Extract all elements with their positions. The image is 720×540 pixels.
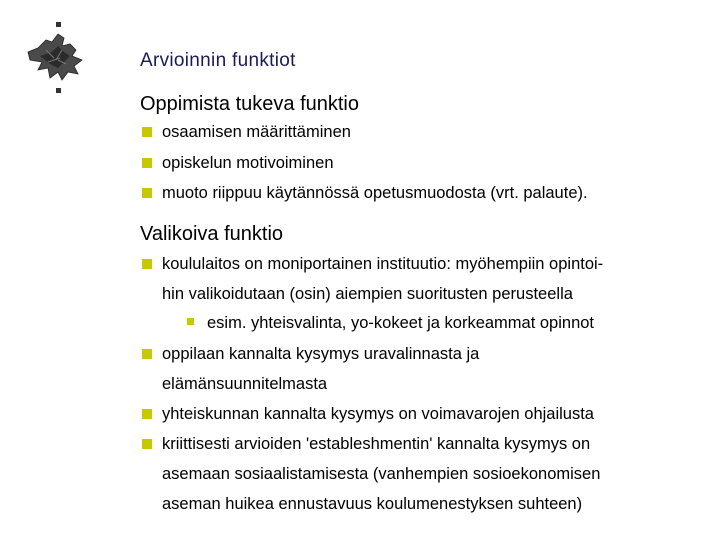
list-item-line: aseman huikea ennustavuus koulumenestyksen suhteen) (162, 495, 583, 513)
list-item: osaamisen määrittäminen (162, 123, 351, 141)
bullet-marker (142, 349, 152, 359)
list-item: muoto riippuu käytännössä opetusmuodosta (vrt. palaute). (162, 184, 588, 202)
slide-title: Arvioinnin funktiot (140, 50, 296, 71)
list-item-line: asemaan sosiaalistamisesta (vanhempien sosioekonomisen (162, 465, 601, 483)
list-item-line: kriittisesti arvioiden 'estableshmentin' kannalta kysymys on (162, 435, 591, 453)
sub-list-item: esim. yhteisvalinta, yo-kokeet ja korkeammat opinnot (207, 314, 595, 332)
list-item-line: koululaitos on moniportainen instituutio: myöhempiin opintoi- (162, 255, 604, 273)
bullet-marker (142, 409, 152, 419)
list-item: opiskelun motivoiminen (162, 154, 334, 172)
sub-bullet-marker (187, 318, 194, 325)
list-item-line: oppilaan kannalta kysymys uravalinnasta ja (162, 345, 480, 363)
bullet-marker (142, 127, 152, 137)
bullet-marker (142, 439, 152, 449)
list-item-line: yhteiskunnan kannalta kysymys on voimavarojen ohjailusta (162, 405, 594, 423)
bullet-marker (142, 259, 152, 269)
list-item-line: hin valikoidutaan (osin) aiempien suoritusten perusteella (162, 285, 573, 303)
bullet-marker (142, 188, 152, 198)
bullet-marker (142, 158, 152, 168)
list-item-line: elämänsuunnitelmasta (162, 375, 328, 393)
section-heading-1: Oppimista tukeva funktio (140, 93, 359, 115)
university-logo (18, 22, 90, 98)
section-heading-2: Valikoiva funktio (140, 223, 284, 245)
